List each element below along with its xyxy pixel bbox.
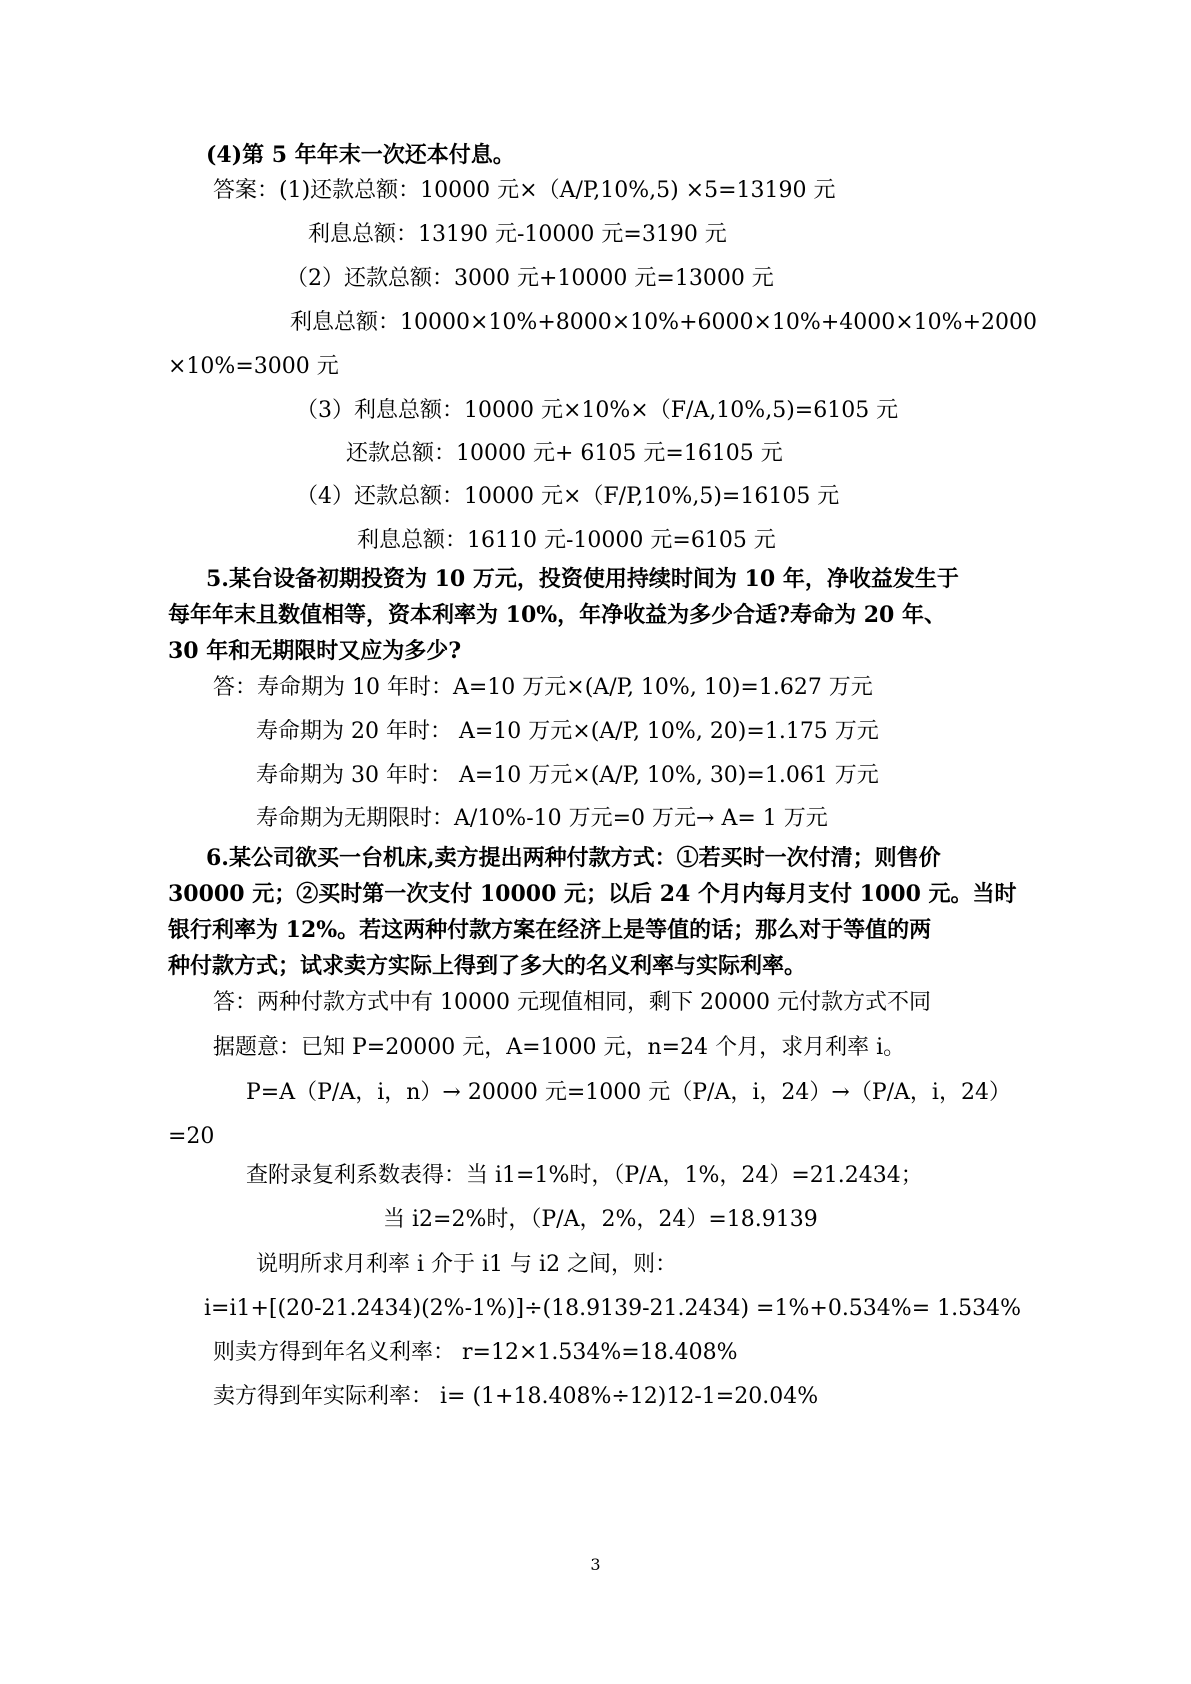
text-line: 卖方得到年实际利率： i= (1+18.408%÷12)12-1=20.04%: [213, 1384, 819, 1409]
text-line: (4)第 5 年年末一次还本付息。: [206, 142, 515, 168]
text-line: 每年年末且数值相等，资本利率为 10%，年净收益为多少合适?寿命为 20 年、: [168, 602, 947, 628]
text-line: 种付款方式；试求卖方实际上得到了多大的名义利率与实际利率。: [168, 953, 807, 979]
page-number: 3: [590, 1555, 601, 1574]
text-line: 答案：(1)还款总额：10000 元×（A/P,10%,5) ×5=13190 元: [213, 178, 836, 203]
text-line: i=i1+[(20-21.2434)(2%-1%)]÷(18.9139-21.2434) =1%+0.534%= 1.534%: [204, 1296, 1022, 1321]
text-line: （3）利息总额：10000 元×10%×（F/A,10%,5)=6105 元: [296, 398, 899, 423]
text-line: 利息总额：13190 元-10000 元=3190 元: [308, 222, 727, 247]
text-line: 说明所求月利率 i 介于 i1 与 i2 之间，则：: [256, 1252, 678, 1277]
text-line: 当 i2=2%时，（P/A，2%，24）=18.9139: [383, 1207, 818, 1232]
text-line: 寿命期为无期限时：A/10%-10 万元=0 万元→ A= 1 万元: [256, 806, 828, 831]
text-line: 利息总额：16110 元-10000 元=6105 元: [357, 528, 776, 553]
text-line: 据题意：已知 P=20000 元，A=1000 元，n=24 个月，求月利率 i。: [213, 1035, 906, 1060]
text-line: 查附录复利系数表得：当 i1=1%时，（P/A，1%，24）=21.2434；: [246, 1163, 923, 1188]
text-line: 答：两种付款方式中有 10000 元现值相同，剩下 20000 元付款方式不同: [213, 990, 931, 1015]
text-line: 30 年和无期限时又应为多少?: [168, 638, 462, 664]
text-line: P=A（P/A，i，n）→ 20000 元=1000 元（P/A，i，24）→（P/A，i，24）: [246, 1080, 1011, 1105]
text-line: 30000 元；②买时第一次支付 10000 元；以后 24 个月内每月支付 1000 元。当时: [168, 881, 1017, 907]
text-line: 6.某公司欲买一台机床,卖方提出两种付款方式：①若买时一次付清；则售价: [206, 845, 941, 871]
text-line: ×10%=3000 元: [168, 354, 339, 379]
text-line: 利息总额：10000×10%+8000×10%+6000×10%+4000×10%+2000: [290, 310, 1038, 335]
text-line: 5.某台设备初期投资为 10 万元，投资使用持续时间为 10 年，净收益发生于: [206, 566, 959, 592]
text-line: 则卖方得到年名义利率： r=12×1.534%=18.408%: [213, 1340, 738, 1365]
text-line: 还款总额：10000 元+ 6105 元=16105 元: [346, 441, 783, 466]
text-line: =20: [168, 1124, 215, 1149]
text-line: 寿命期为 30 年时： A=10 万元×(A/P, 10%, 30)=1.061 万元: [256, 763, 879, 788]
text-line: 答：寿命期为 10 年时：A=10 万元×(A/P, 10%, 10)=1.627 万元: [213, 675, 873, 700]
text-line: （4）还款总额：10000 元×（F/P,10%,5)=16105 元: [296, 484, 840, 509]
text-line: （2）还款总额：3000 元+10000 元=13000 元: [286, 266, 774, 291]
text-line: 寿命期为 20 年时： A=10 万元×(A/P, 10%, 20)=1.175 万元: [256, 719, 879, 744]
text-line: 银行利率为 12%。若这两种付款方案在经济上是等值的话；那么对于等值的两: [168, 917, 932, 943]
